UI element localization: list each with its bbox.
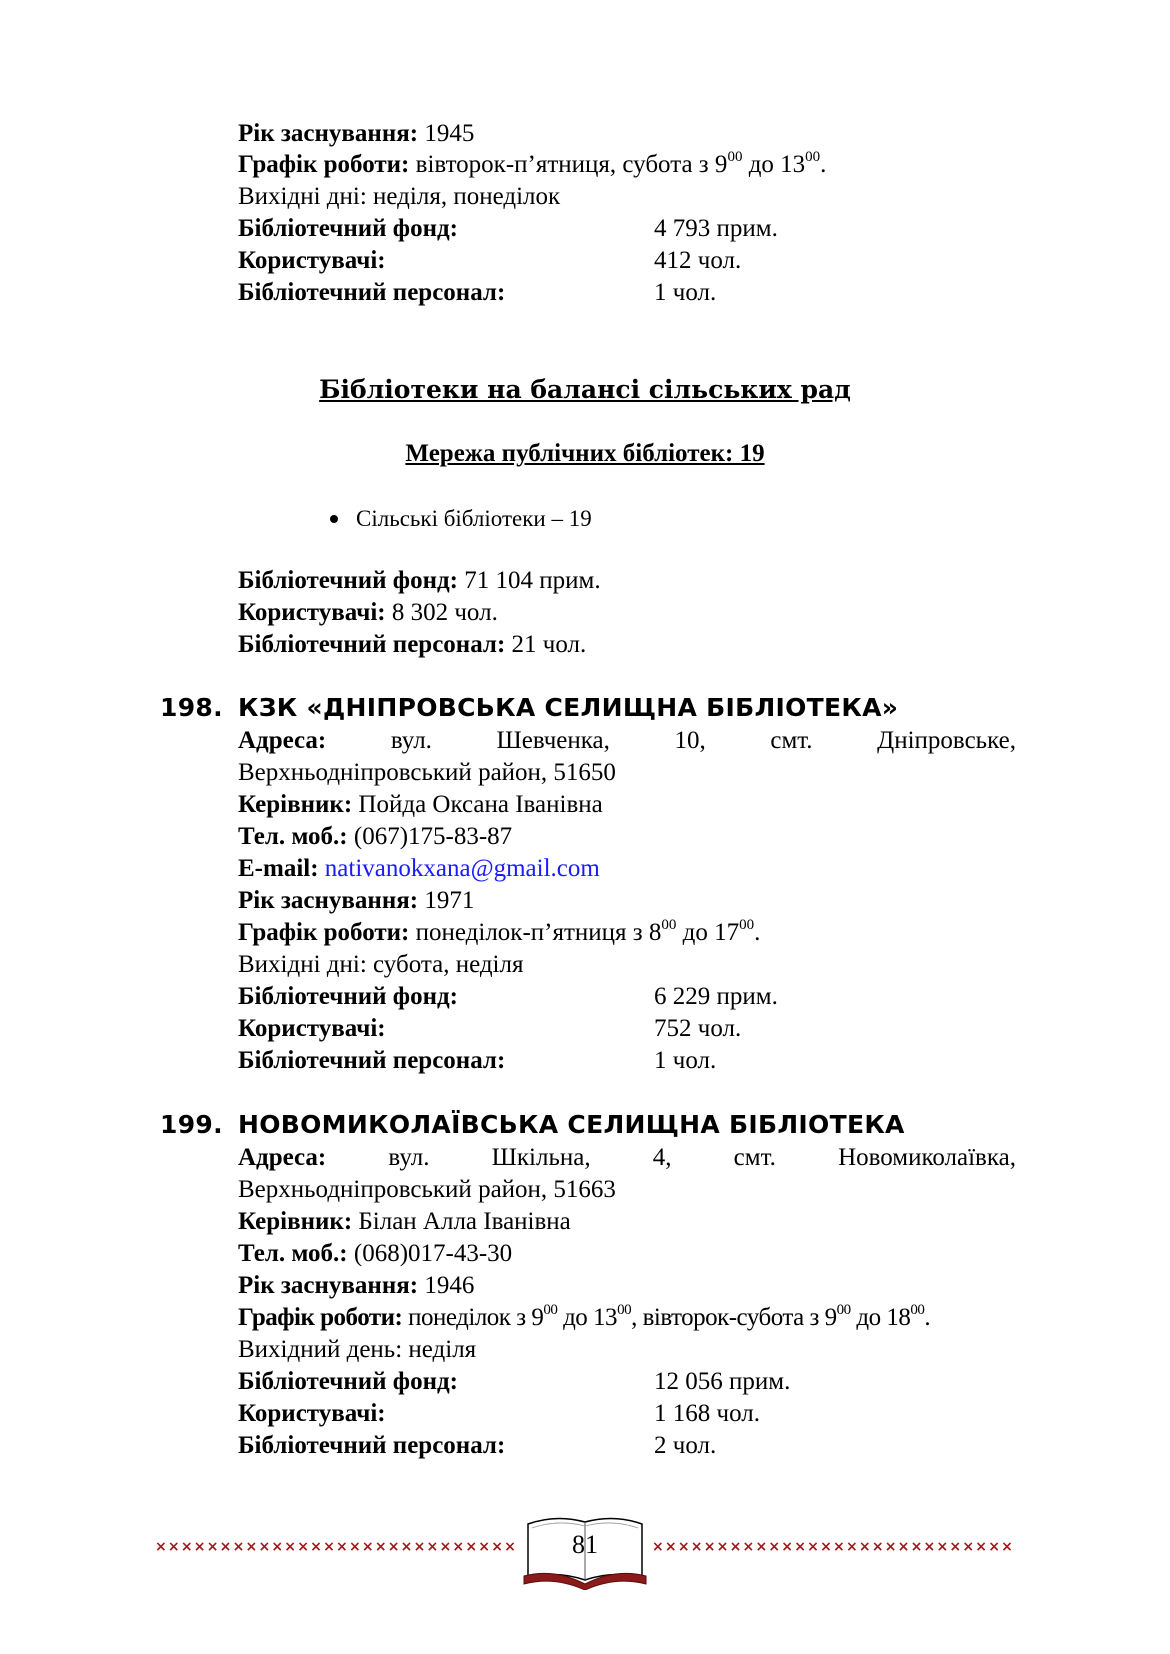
staff-value: 2 чол. — [654, 1432, 717, 1459]
schedule-sup: 00 — [805, 148, 821, 165]
phone-label: Тел. моб.: — [238, 1240, 348, 1267]
schedule-text: . — [754, 919, 761, 946]
schedule-sup: 00 — [739, 916, 755, 933]
entry-founded — [238, 885, 474, 917]
bullet-text: Сільські бібліотеки – 19 — [356, 506, 592, 531]
address-part: вул. — [388, 1144, 430, 1171]
address-part: Новомиколаївка, — [838, 1144, 1016, 1171]
founded-value: 1971 — [418, 887, 475, 914]
founded-label: Рік заснування: — [238, 1272, 419, 1299]
schedule-label: Графік роботи: — [238, 919, 410, 946]
schedule-sup: 00 — [727, 148, 743, 165]
staff-label: Бібліотечний персонал: — [238, 631, 506, 658]
users-label: Користувачі: — [238, 1400, 386, 1427]
schedule-sup: 00 — [543, 1301, 558, 1318]
schedule-text: . — [924, 1304, 931, 1331]
users-value: 8 302 чол. — [385, 599, 498, 626]
head-value: Білан Алла Іванівна — [352, 1208, 571, 1235]
schedule-sup: 00 — [661, 916, 677, 933]
staff-value: 21 чол. — [505, 631, 587, 658]
section-fund — [238, 565, 601, 597]
footer-ornament-right: ×××××××××××××××××××××××××××× — [652, 1539, 1015, 1555]
schedule-label: Графік роботи: — [238, 1304, 403, 1331]
address-label: Адреса: — [238, 727, 327, 754]
staff-label: Бібліотечний персонал: — [238, 1432, 506, 1459]
entry-schedule — [238, 1302, 930, 1334]
head-label: Керівник: — [238, 791, 353, 818]
entry-address — [238, 725, 1016, 757]
entry-address — [238, 1142, 1016, 1174]
section-title: Бібліотеки на балансі сільських рад — [319, 375, 851, 404]
intro-founded — [238, 118, 474, 150]
users-value: 412 чол. — [654, 247, 742, 274]
schedule-text: понеділок з 9 — [402, 1304, 544, 1331]
page-number: 81 — [572, 1530, 598, 1559]
fund-label: Бібліотечний фонд: — [238, 215, 458, 242]
section-staff — [238, 629, 586, 661]
bullet-dot-icon — [330, 515, 338, 523]
schedule-text: до 18 — [850, 1304, 911, 1331]
address-part: 4, — [652, 1144, 672, 1171]
entry-title — [160, 692, 898, 724]
intro-schedule — [238, 149, 826, 181]
head-label: Керівник: — [238, 1208, 353, 1235]
schedule-sup: 00 — [910, 1301, 925, 1318]
email-label: E-mail: — [238, 855, 319, 882]
fund-value: 71 104 прим. — [457, 567, 601, 594]
address-part: Шевченка, — [496, 727, 610, 754]
staff-value: 1 чол. — [654, 279, 717, 306]
entry-title — [160, 1109, 905, 1141]
founded-value: 1945 — [424, 120, 475, 147]
entry-name: НОВОМИКОЛАЇВСЬКА СЕЛИЩНА БІБЛІОТЕКА — [238, 1110, 905, 1139]
users-label: Користувачі: — [238, 1015, 386, 1042]
schedule-text: до 13 — [742, 151, 806, 178]
users-value: 752 чол. — [654, 1015, 742, 1042]
schedule-text: вівторок-п’ятниця, субота з 9 — [415, 151, 728, 178]
phone-value: (067)175-83-87 — [347, 823, 513, 850]
entry-name: КЗК «ДНІПРОВСЬКА СЕЛИЩНА БІБЛІОТЕКА» — [238, 693, 899, 722]
entry-number: 199. — [160, 1110, 223, 1139]
staff-label: Бібліотечний персонал: — [238, 1047, 506, 1074]
entry-head — [238, 789, 603, 821]
users-value: 1 168 чол. — [654, 1400, 760, 1427]
fund-value: 6 229 прим. — [654, 983, 778, 1010]
founded-value: 1946 — [418, 1272, 475, 1299]
fund-label: Бібліотечний фонд: — [238, 983, 458, 1010]
entry-founded — [238, 1270, 474, 1302]
schedule-sup: 00 — [836, 1301, 851, 1318]
address-label: Адреса: — [238, 1144, 327, 1171]
footer-ornament-left: ×××××××××××××××××××××××××××× — [155, 1539, 518, 1555]
users-label: Користувачі: — [238, 247, 386, 274]
email-link[interactable]: nativanokxana@gmail.com — [324, 855, 600, 882]
section-subtitle: Мережа публічних бібліотек: 19 — [405, 440, 765, 467]
address-part: Шкільна, — [491, 1144, 591, 1171]
staff-value: 1 чол. — [654, 1047, 717, 1074]
entry-head — [238, 1206, 571, 1238]
phone-value: (068)017-43-30 — [347, 1240, 513, 1267]
address-line2: Верхньодніпровський район, 51650 — [238, 759, 616, 786]
schedule-text: , вівторок-субота з 9 — [631, 1304, 837, 1331]
schedule-text: до 17 — [676, 919, 740, 946]
schedule-sup: 00 — [617, 1301, 632, 1318]
phone-label: Тел. моб.: — [238, 823, 348, 850]
founded-label: Рік заснування: — [238, 120, 419, 147]
address-part: 10, — [674, 727, 706, 754]
address-part: смт. — [770, 727, 813, 754]
users-label: Користувачі: — [238, 599, 386, 626]
fund-value: 4 793 прим. — [654, 215, 778, 242]
entry-schedule — [238, 917, 760, 949]
address-part: Дніпровське, — [877, 727, 1016, 754]
entry-phone — [238, 1238, 512, 1270]
address-line2: Верхньодніпровський район, 51663 — [238, 1176, 616, 1203]
section-subheading — [0, 438, 1170, 473]
founded-label: Рік заснування: — [238, 887, 419, 914]
entry-days-off: Вихідний день: неділя — [238, 1336, 477, 1363]
address-part: вул. — [390, 727, 432, 754]
schedule-label: Графік роботи: — [238, 151, 410, 178]
schedule-text: . — [820, 151, 827, 178]
schedule-text: до 13 — [557, 1304, 618, 1331]
schedule-text: понеділок-п’ятниця з 8 — [409, 919, 662, 946]
entry-phone — [238, 821, 512, 853]
bullet-item — [330, 503, 592, 535]
section-users — [238, 597, 498, 629]
staff-label: Бібліотечний персонал: — [238, 279, 506, 306]
entry-number: 198. — [160, 693, 223, 722]
entry-days-off: Вихідні дні: субота, неділя — [238, 951, 524, 978]
section-heading — [0, 374, 1170, 410]
address-part: смт. — [733, 1144, 776, 1171]
entry-email — [238, 853, 600, 885]
fund-label: Бібліотечний фонд: — [238, 1368, 458, 1395]
head-value: Пойда Оксана Іванівна — [352, 791, 603, 818]
fund-value: 12 056 прим. — [654, 1368, 791, 1395]
fund-label: Бібліотечний фонд: — [238, 567, 458, 594]
intro-days-off: Вихідні дні: неділя, понеділок — [238, 183, 561, 210]
